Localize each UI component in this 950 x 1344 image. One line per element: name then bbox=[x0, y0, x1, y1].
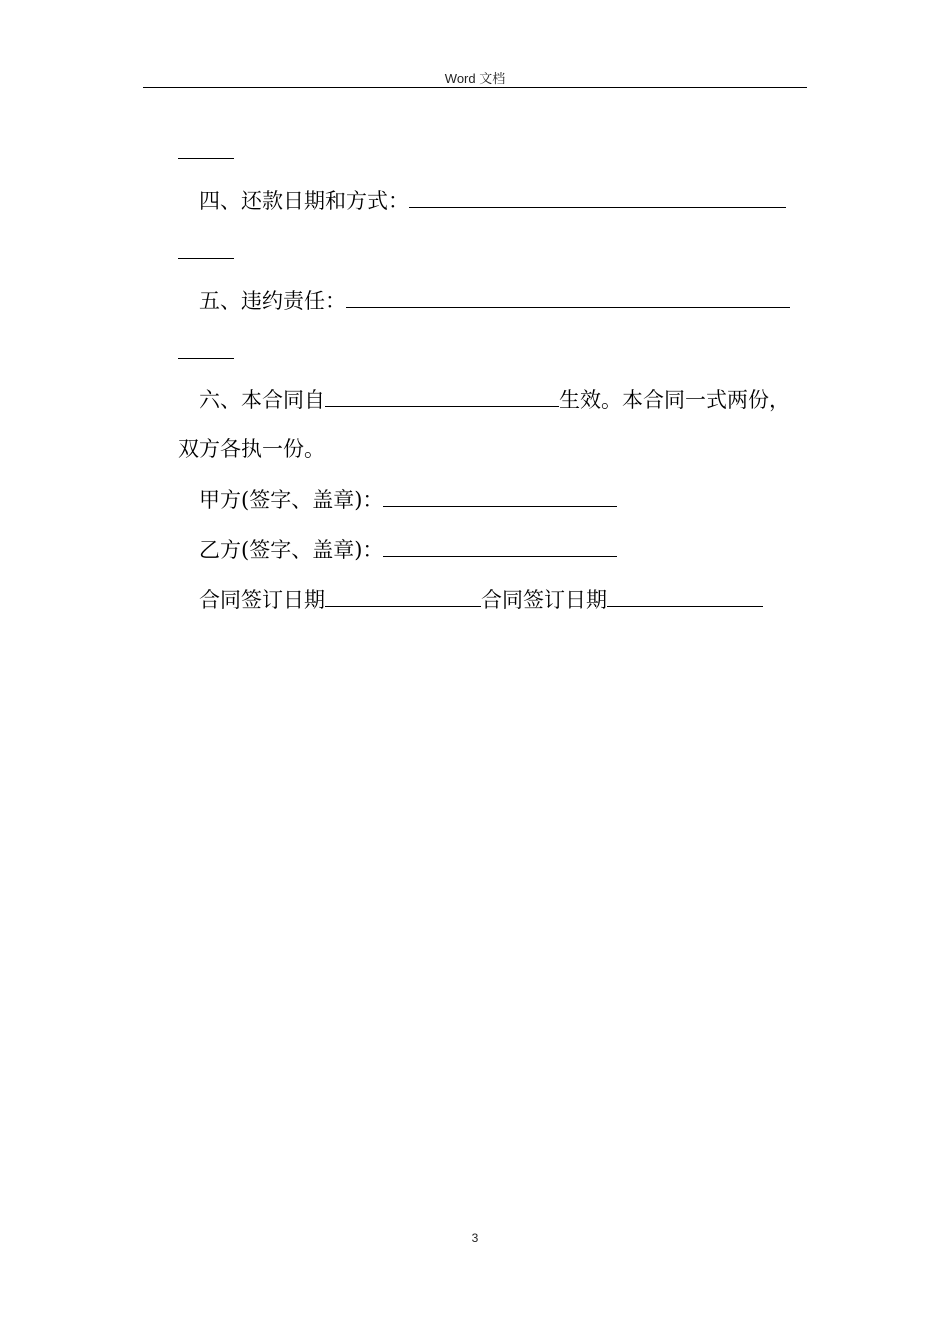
clause-six-part3: 双方各执一份。 bbox=[178, 437, 325, 461]
party-a-signature bbox=[199, 486, 617, 513]
clause-four bbox=[199, 187, 786, 214]
clause-five-blank-continuation bbox=[178, 358, 234, 359]
blank-line-continuation bbox=[178, 158, 234, 159]
page-number: 3 bbox=[471, 1231, 479, 1245]
date-blank-1 bbox=[325, 586, 481, 607]
date-label-1: 合同签订日期 bbox=[199, 588, 325, 612]
clause-six bbox=[199, 386, 790, 413]
clause-four-blank bbox=[409, 187, 786, 208]
date-blank-2 bbox=[607, 586, 763, 607]
clause-six-part1: 六、本合同自 bbox=[199, 388, 325, 412]
clause-five-label: 五、违约责任： bbox=[199, 289, 346, 313]
signing-dates bbox=[199, 586, 763, 613]
clause-six-part2: 生效。本合同一式两份， bbox=[559, 388, 790, 412]
party-b-label: 乙方(签字、盖章)： bbox=[199, 538, 384, 562]
clause-six-continued bbox=[178, 436, 325, 462]
clause-five-blank bbox=[346, 287, 790, 308]
header-rule bbox=[143, 87, 807, 88]
header-title: Word 文档 bbox=[444, 71, 506, 86]
date-label-2: 合同签订日期 bbox=[481, 588, 607, 612]
clause-six-blank bbox=[325, 386, 559, 407]
party-b-signature bbox=[199, 536, 617, 563]
party-a-blank bbox=[383, 486, 617, 507]
party-a-label: 甲方(签字、盖章)： bbox=[199, 488, 384, 512]
clause-four-label: 四、还款日期和方式： bbox=[199, 189, 409, 213]
party-b-blank bbox=[383, 536, 617, 557]
clause-four-blank-continuation bbox=[178, 258, 234, 259]
clause-five bbox=[199, 287, 790, 314]
